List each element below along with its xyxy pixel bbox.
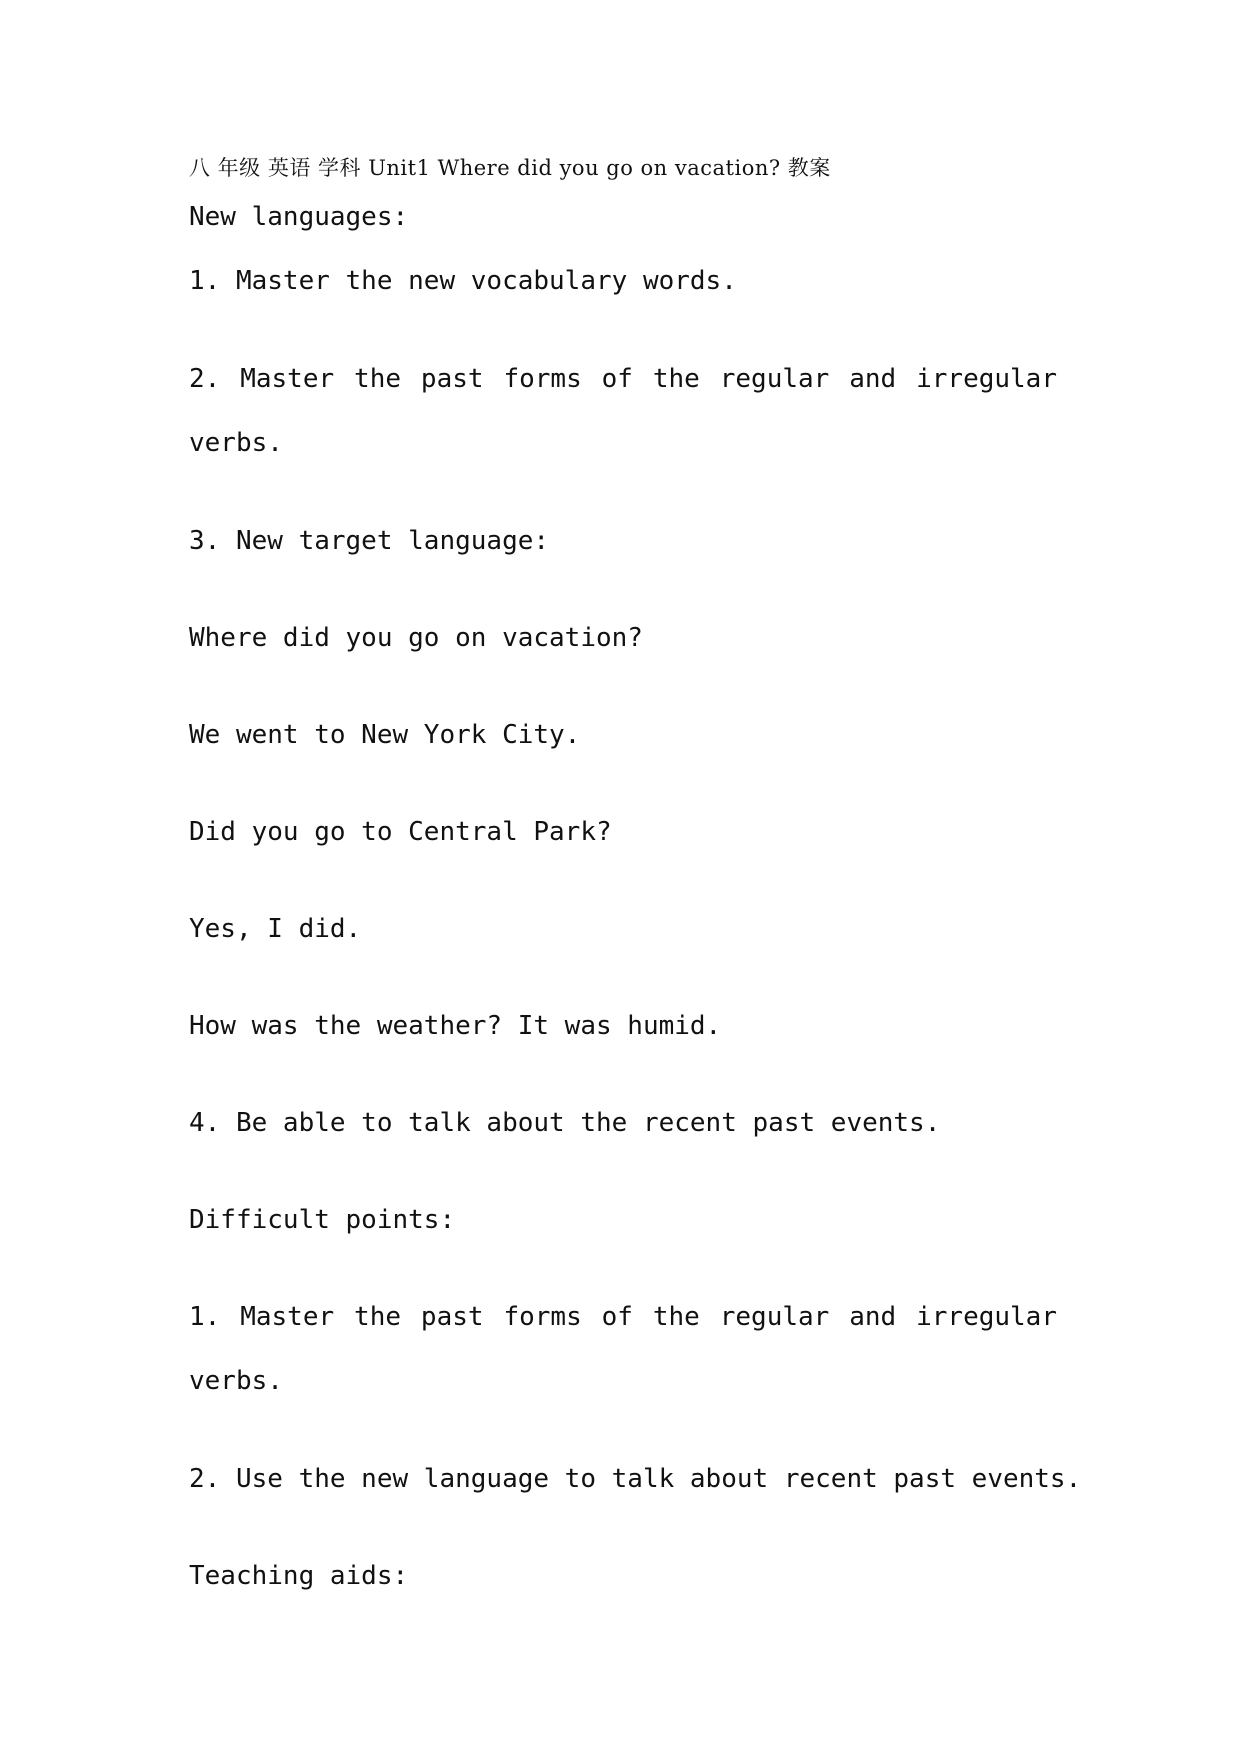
target-language-line-2: We went to New York City.	[189, 720, 581, 750]
new-languages-heading: New languages:	[189, 202, 409, 232]
new-languages-item-2-line-2: verbs.	[189, 428, 283, 458]
difficult-points-item-2: 2. Use the new language to talk about recent past events.	[189, 1464, 1082, 1494]
new-languages-item-4: 4. Be able to talk about the recent past events.	[189, 1108, 941, 1138]
teaching-aids-heading: Teaching aids:	[189, 1561, 409, 1591]
difficult-points-item-1-line-2: verbs.	[189, 1366, 283, 1396]
difficult-points-heading: Difficult points:	[189, 1205, 456, 1235]
target-language-line-1: Where did you go on vacation?	[189, 623, 643, 653]
target-language-line-4: Yes, I did.	[189, 914, 362, 944]
difficult-points-item-1-line-1: 1. Master the past forms of the regular and irregular	[189, 1302, 1057, 1332]
document-header: 八 年级 英语 学科 Unit1 Where did you go on vacation? 教案	[189, 156, 831, 180]
new-languages-item-2-line-1: 2. Master the past forms of the regular and irregular	[189, 364, 1057, 394]
target-language-line-3: Did you go to Central Park?	[189, 817, 612, 847]
new-languages-item-3: 3. New target language:	[189, 526, 550, 556]
target-language-line-5: How was the weather? It was humid.	[189, 1011, 722, 1041]
new-languages-item-1: 1. Master the new vocabulary words.	[189, 266, 737, 296]
